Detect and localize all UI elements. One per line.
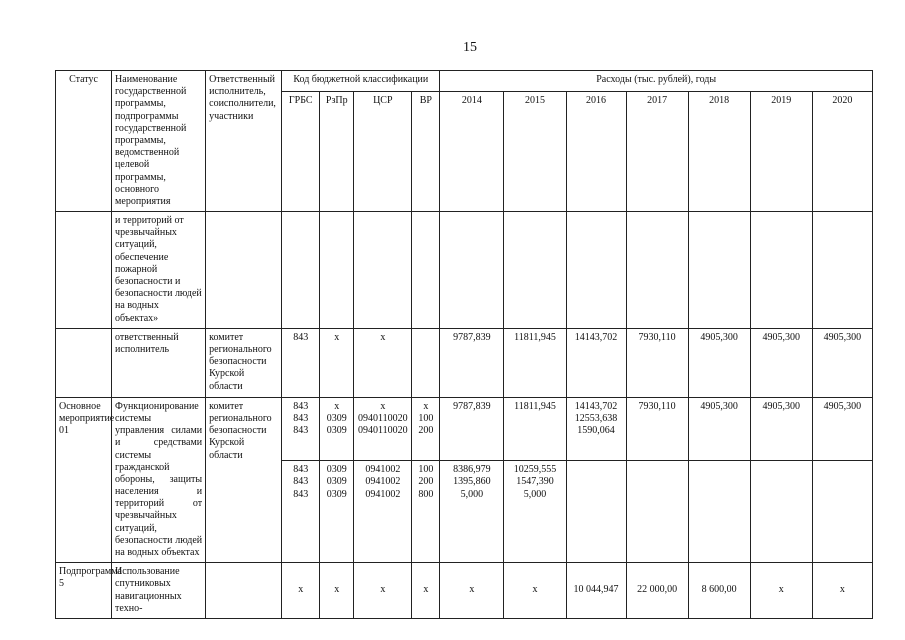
sub5-2015: х xyxy=(504,563,566,619)
cell-empty xyxy=(812,212,872,329)
cell-empty xyxy=(504,212,566,329)
header-year-2020: 2020 xyxy=(812,92,872,212)
header-year-2016: 2016 xyxy=(566,92,626,212)
resp-2018: 4905,300 xyxy=(688,328,750,397)
page-number: 15 xyxy=(463,40,477,55)
activity-01-name: Функционирование системы управления силами и средствами системы гражданской обороны, защиты населения и территорий от чрезвычайных ситуаций, безопасности людей на водных объектах xyxy=(112,397,206,562)
om01-a-2017: 7930,110 xyxy=(626,397,688,460)
sub5-2020: х xyxy=(812,563,872,619)
om01-a-2018: 4905,300 xyxy=(688,397,750,460)
om01-b-2015: 10259,555 1547,390 5,000 xyxy=(504,461,566,563)
sub5-2018: 8 600,00 xyxy=(688,563,750,619)
cell-empty xyxy=(320,212,354,329)
resp-csr: х xyxy=(354,328,412,397)
sub5-csr: х xyxy=(354,563,412,619)
cell-empty xyxy=(56,212,112,329)
resp-rzpr: х xyxy=(320,328,354,397)
subprogram-5-status: Подпрограмма 5 xyxy=(56,563,112,619)
om01-a-2019: 4905,300 xyxy=(750,397,812,460)
om01-b-grbs: 843 843 843 xyxy=(282,461,320,563)
resp-2017: 7930,110 xyxy=(626,328,688,397)
subprogram-5-row xyxy=(56,563,873,619)
sub5-2014: х xyxy=(440,563,504,619)
budget-table xyxy=(55,70,873,619)
header-row-1 xyxy=(56,71,873,92)
om01-b-csr: 0941002 0941002 0941002 xyxy=(354,461,412,563)
cell-empty xyxy=(412,212,440,329)
header-grbs: ГРБС xyxy=(282,92,320,212)
om01-a-grbs: 843 843 843 xyxy=(282,397,320,460)
cell-empty xyxy=(440,212,504,329)
activity-01-status: Основное мероприятие 01 xyxy=(56,397,112,562)
om01-a-rzpr: х 0309 0309 xyxy=(320,397,354,460)
cell-empty xyxy=(206,563,282,619)
header-year-2014: 2014 xyxy=(440,92,504,212)
cell-empty xyxy=(812,461,872,563)
header-year-2017: 2017 xyxy=(626,92,688,212)
cell-empty xyxy=(626,461,688,563)
cell-empty xyxy=(750,461,812,563)
om01-b-2014: 8386,979 1395,860 5,000 xyxy=(440,461,504,563)
resp-2019: 4905,300 xyxy=(750,328,812,397)
sub5-2017: 22 000,00 xyxy=(626,563,688,619)
header-name: Наименование государственной программы, подпрограммы государственной программы, ведомственной целевой программы, основного мероприятия xyxy=(112,71,206,212)
resp-2016: 14143,702 xyxy=(566,328,626,397)
om01-a-csr: х 0940110020 0940110020 xyxy=(354,397,412,460)
resp-grbs: 843 xyxy=(282,328,320,397)
resp-2014: 9787,839 xyxy=(440,328,504,397)
continuation-name: и территорий от чрезвычайных ситуаций, обеспечение пожарной безопасности и безопасности людей на водных объектах» xyxy=(112,212,206,329)
resp-2020: 4905,300 xyxy=(812,328,872,397)
cell-empty xyxy=(206,212,282,329)
resp-2015: 11811,945 xyxy=(504,328,566,397)
header-year-2015: 2015 xyxy=(504,92,566,212)
sub5-2019: х xyxy=(750,563,812,619)
cell-empty xyxy=(626,212,688,329)
om01-b-rzpr: 0309 0309 0309 xyxy=(320,461,354,563)
responsible-row xyxy=(56,328,873,397)
header-csr: ЦСР xyxy=(354,92,412,212)
cell-empty xyxy=(354,212,412,329)
cell-empty xyxy=(282,212,320,329)
om01-a-2016: 14143,702 12553,638 1590,064 xyxy=(566,397,626,460)
om01-a-2020: 4905,300 xyxy=(812,397,872,460)
cell-empty xyxy=(566,461,626,563)
sub5-2016: 10 044,947 xyxy=(566,563,626,619)
header-rzpr: РзПр xyxy=(320,92,354,212)
cell-empty xyxy=(750,212,812,329)
cell-empty xyxy=(56,328,112,397)
header-expenses: Расходы (тыс. рублей), годы xyxy=(440,71,873,92)
activity-01-row-a xyxy=(56,397,873,460)
om01-a-2015: 11811,945 xyxy=(504,397,566,460)
cell-empty xyxy=(688,212,750,329)
sub5-vr: х xyxy=(412,563,440,619)
sub5-rzpr: х xyxy=(320,563,354,619)
header-status: Статус xyxy=(56,71,112,212)
om01-a-2014: 9787,839 xyxy=(440,397,504,460)
header-year-2018: 2018 xyxy=(688,92,750,212)
sub5-grbs: х xyxy=(282,563,320,619)
header-vr: ВР xyxy=(412,92,440,212)
responsible-org: комитет регионального безопасности Курской области xyxy=(206,328,282,397)
subprogram-5-name: Использование спутниковых навигационных техно- xyxy=(112,563,206,619)
header-responsible: Ответственный исполнитель, соисполнители, участники xyxy=(206,71,282,212)
om01-b-vr: 100 200 800 xyxy=(412,461,440,563)
header-budget-code: Код бюджетной классификации xyxy=(282,71,440,92)
header-year-2019: 2019 xyxy=(750,92,812,212)
resp-vr xyxy=(412,328,440,397)
cell-empty xyxy=(566,212,626,329)
activity-01-responsible: комитет регионального безопасности Курской области xyxy=(206,397,282,562)
om01-a-vr: х 100 200 xyxy=(412,397,440,460)
continuation-row xyxy=(56,212,873,329)
responsible-label: ответственный исполнитель xyxy=(112,328,206,397)
cell-empty xyxy=(688,461,750,563)
